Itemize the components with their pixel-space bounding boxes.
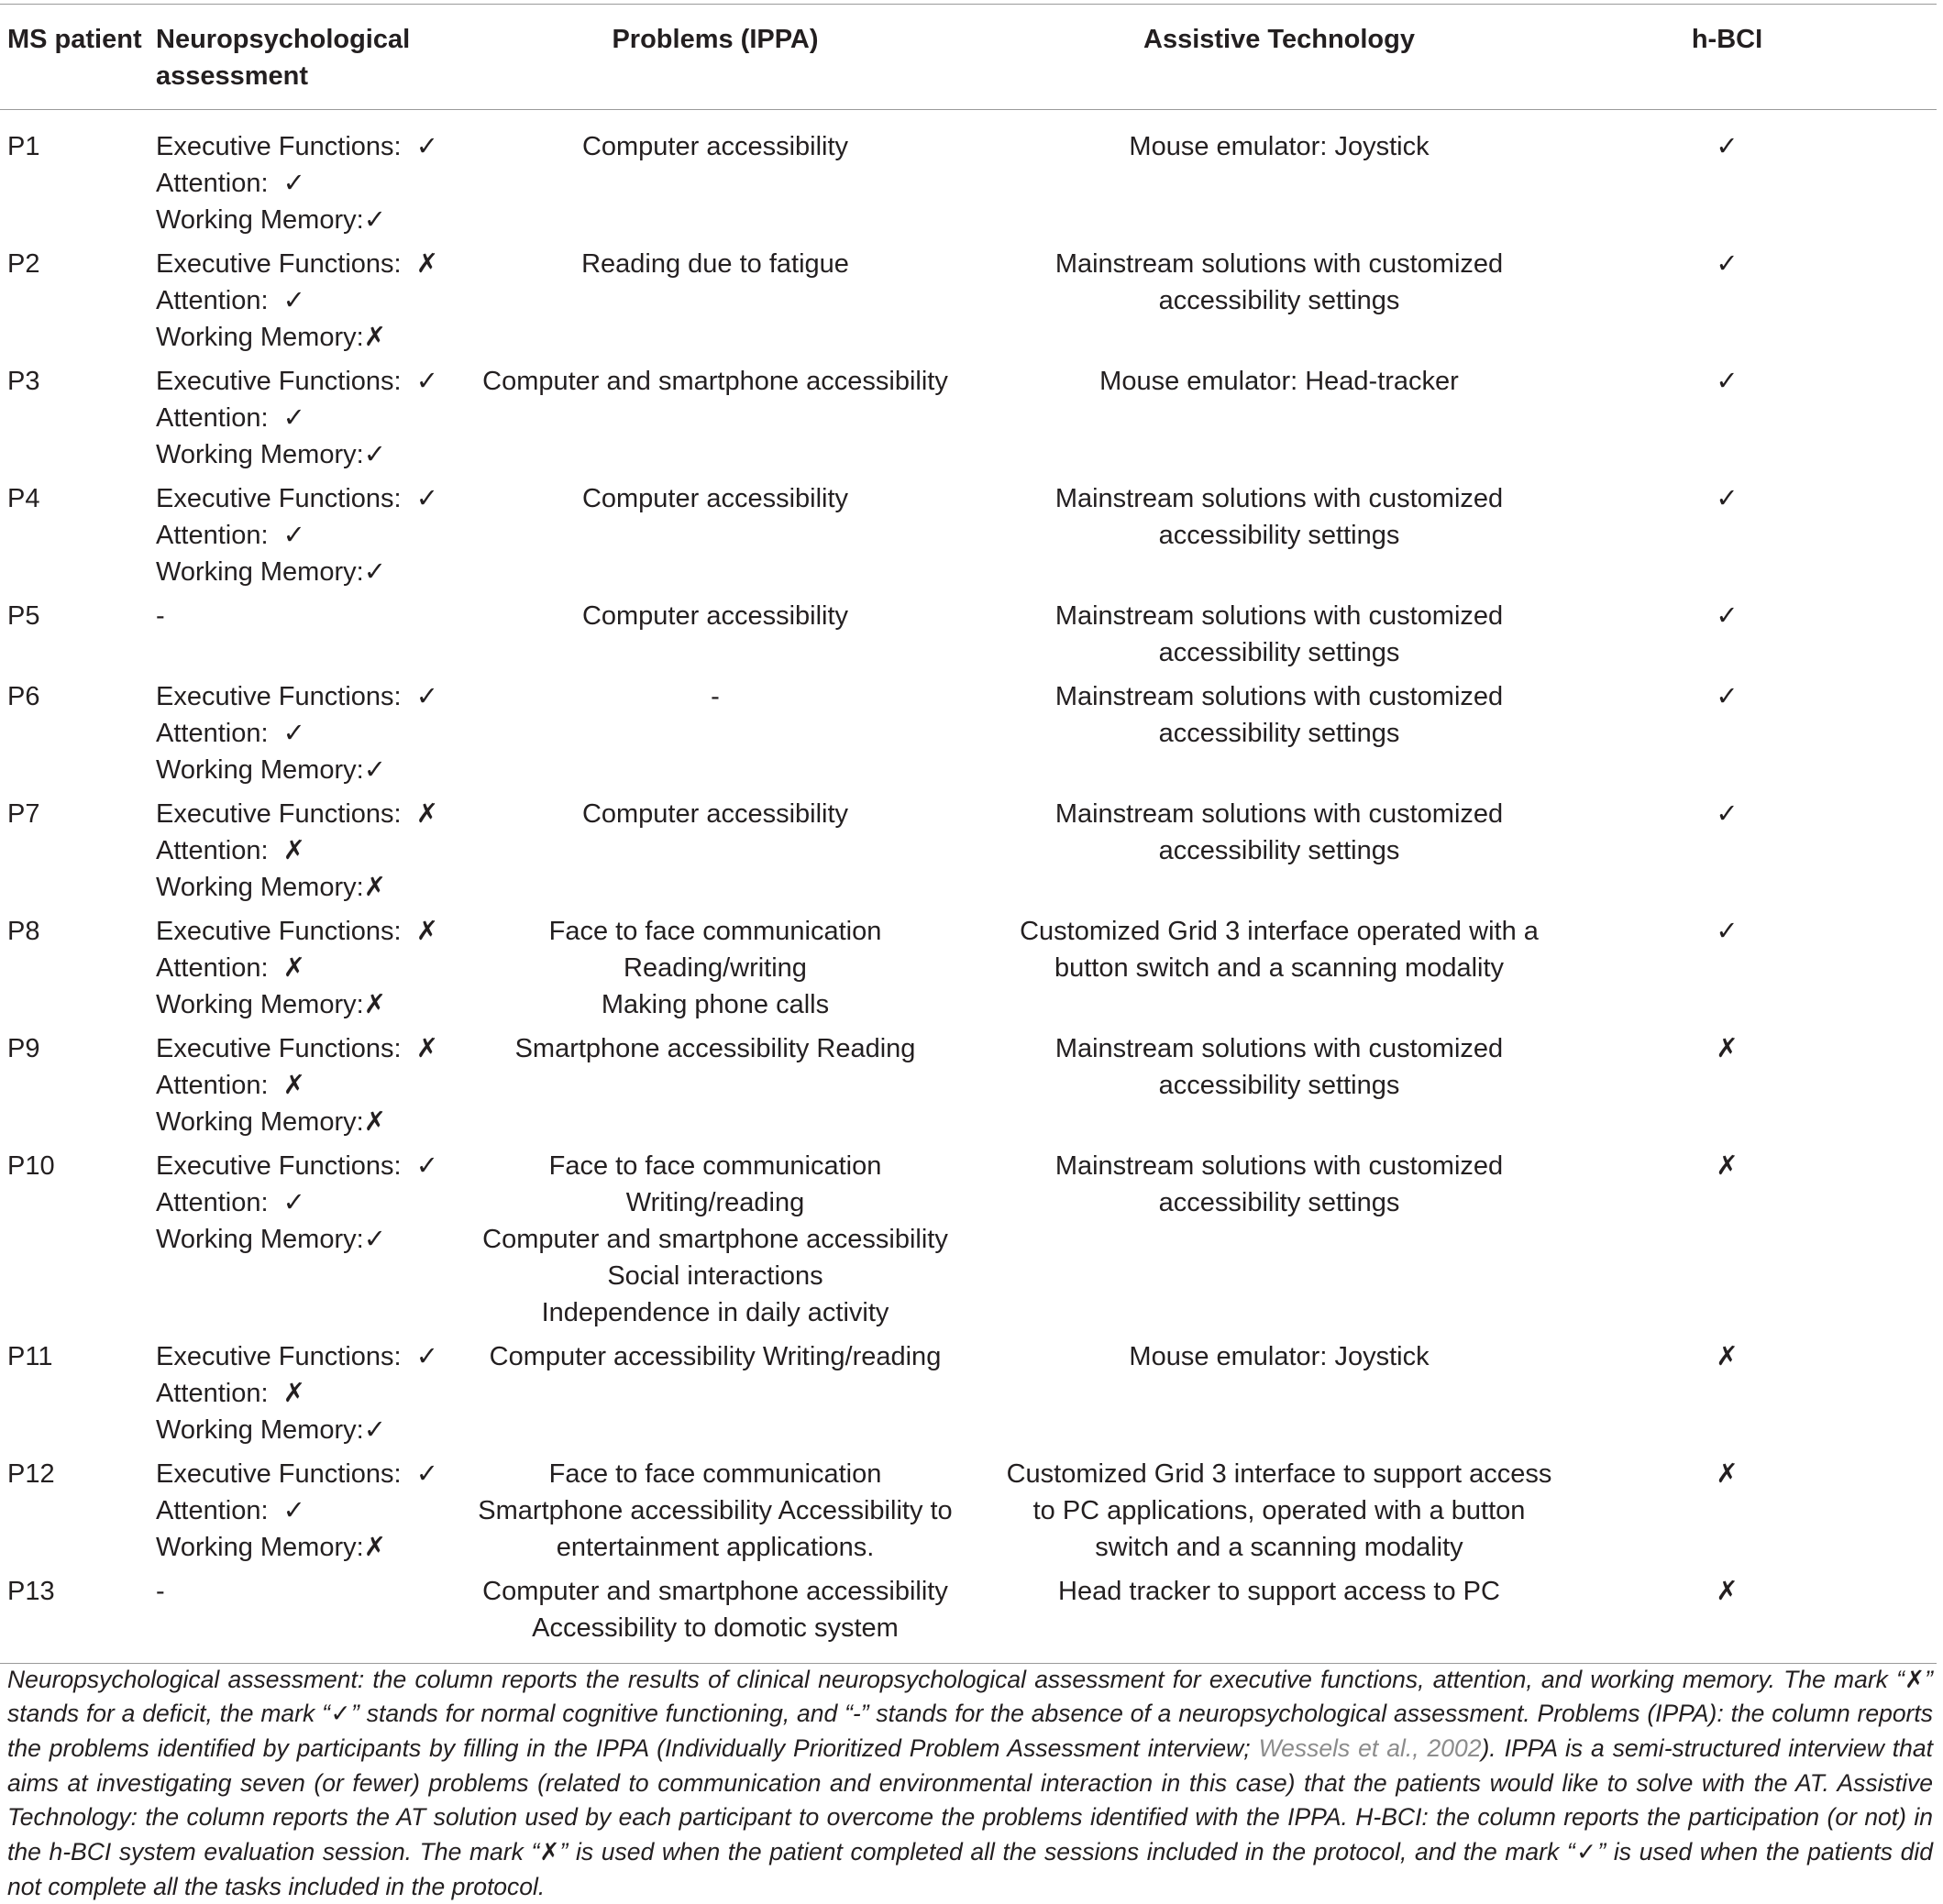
table-body	[0, 110, 1937, 1664]
executive-functions-line	[156, 480, 431, 517]
problem-line: Face to face communication	[431, 1148, 999, 1184]
assistive-technology-cell	[999, 598, 1559, 678]
problem-line: entertainment applications.	[431, 1529, 999, 1566]
patient-id: P8	[0, 913, 156, 1030]
neuro-assessment-cell	[156, 796, 431, 913]
table-row	[0, 1338, 1937, 1456]
assistive-technology-cell	[999, 796, 1559, 913]
h-bci-mark: ✓	[1559, 363, 1937, 480]
attention-mark: ✗	[283, 1375, 305, 1412]
executive-functions-mark: ✓	[416, 363, 438, 400]
working-memory-label: Working Memory:	[156, 440, 364, 469]
problem-line: Smartphone accessibility Reading	[431, 1030, 999, 1067]
working-memory-label: Working Memory:	[156, 1415, 364, 1445]
assistive-technology-cell	[999, 480, 1559, 598]
problems-cell	[431, 1573, 999, 1664]
executive-functions-mark: ✓	[416, 1338, 438, 1375]
at-line: accessibility settings	[999, 1184, 1559, 1221]
footnote-text-2: ). IPPA is a semi-structured interview that aims at investigating seven (or fewer) problems (related to communication and environmental interaction in this case) that the patients would like to solve with the AT. Assistive Technology: the column reports the AT solution used by each participant to overcome the problems identified with the IPPA. H-BCI: the column reports the participation (or not) in the h-BCI system evaluation session. The mark “✗” is used when the patient completed all the sessions included in the protocol, and the mark “✓” is used when the patients did not complete all the tasks included in the protocol.	[7, 1734, 1933, 1900]
attention-mark: ✗	[283, 832, 305, 869]
attention-label: Attention:	[156, 953, 269, 983]
working-memory-label: Working Memory:	[156, 323, 364, 352]
attention-label: Attention:	[156, 719, 269, 748]
executive-functions-mark: ✓	[416, 1148, 438, 1184]
executive-functions-label: Executive Functions:	[156, 799, 402, 829]
problems-cell	[431, 913, 999, 1030]
attention-mark: ✗	[283, 950, 305, 986]
working-memory-mark: ✓	[364, 554, 386, 590]
working-memory-mark: ✗	[364, 1529, 386, 1566]
neuro-assessment-cell	[156, 1456, 431, 1573]
at-line: to PC applications, operated with a button	[999, 1492, 1559, 1529]
attention-label: Attention:	[156, 1188, 269, 1217]
neuro-assessment-cell	[156, 1338, 431, 1456]
problem-line: Making phone calls	[431, 986, 999, 1023]
patient-id: P6	[0, 678, 156, 796]
attention-line	[156, 165, 431, 202]
working-memory-mark: ✓	[364, 752, 386, 788]
working-memory-line	[156, 319, 431, 356]
table-row	[0, 110, 1937, 247]
problem-line: Reading due to fatigue	[431, 246, 999, 282]
neuro-assessment-cell	[156, 598, 431, 678]
attention-line	[156, 282, 431, 319]
table-row	[0, 598, 1937, 678]
at-line: Mouse emulator: Head-tracker	[999, 363, 1559, 400]
assistive-technology-cell	[999, 246, 1559, 363]
attention-mark: ✓	[283, 517, 305, 554]
executive-functions-label: Executive Functions:	[156, 1151, 402, 1181]
working-memory-mark: ✗	[364, 986, 386, 1023]
assistive-technology-cell	[999, 913, 1559, 1030]
table-row	[0, 246, 1937, 363]
patient-id: P13	[0, 1573, 156, 1664]
working-memory-line	[156, 869, 431, 906]
h-bci-mark: ✓	[1559, 678, 1937, 796]
header-h-bci: h-BCI	[1559, 5, 1937, 110]
executive-functions-line	[156, 363, 431, 400]
assistive-technology-cell	[999, 110, 1559, 247]
assistive-technology-cell	[999, 1456, 1559, 1573]
problem-line: Computer accessibility	[431, 796, 999, 832]
neuro-assessment-cell	[156, 1148, 431, 1338]
problem-line: Computer accessibility Writing/reading	[431, 1338, 999, 1375]
working-memory-mark: ✓	[364, 1221, 386, 1258]
executive-functions-line	[156, 1456, 431, 1492]
header-neuro-line-1: Neuropsychological	[156, 21, 431, 58]
neuro-assessment-cell	[156, 1030, 431, 1148]
working-memory-mark: ✓	[364, 202, 386, 238]
attention-line	[156, 400, 431, 436]
at-line: accessibility settings	[999, 832, 1559, 869]
executive-functions-mark: ✗	[416, 1030, 438, 1067]
h-bci-mark: ✗	[1559, 1573, 1937, 1664]
executive-functions-label: Executive Functions:	[156, 484, 402, 513]
working-memory-label: Working Memory:	[156, 1225, 364, 1254]
at-line: accessibility settings	[999, 634, 1559, 671]
assistive-technology-cell	[999, 1148, 1559, 1338]
problems-cell	[431, 1338, 999, 1456]
assistive-technology-cell	[999, 1338, 1559, 1456]
attention-line	[156, 1492, 431, 1529]
executive-functions-label: Executive Functions:	[156, 1459, 402, 1489]
at-line: Mouse emulator: Joystick	[999, 1338, 1559, 1375]
at-line: Mainstream solutions with customized	[999, 480, 1559, 517]
table-row	[0, 1573, 1937, 1664]
table-row	[0, 1456, 1937, 1573]
executive-functions-line	[156, 678, 431, 715]
working-memory-line	[156, 1221, 431, 1258]
problem-line: Independence in daily activity	[431, 1294, 999, 1331]
working-memory-line	[156, 986, 431, 1023]
problem-line: Computer accessibility	[431, 480, 999, 517]
header-ms-patient: MS patient	[0, 5, 156, 110]
assistive-technology-cell	[999, 678, 1559, 796]
h-bci-mark: ✓	[1559, 110, 1937, 247]
problems-cell	[431, 110, 999, 247]
executive-functions-line	[156, 1030, 431, 1067]
executive-functions-mark: ✓	[416, 128, 438, 165]
at-line: Customized Grid 3 interface operated with a	[999, 913, 1559, 950]
problems-cell	[431, 246, 999, 363]
problem-line: Reading/writing	[431, 950, 999, 986]
working-memory-mark: ✓	[364, 436, 386, 473]
executive-functions-mark: ✗	[416, 246, 438, 282]
at-line: Customized Grid 3 interface to support access	[999, 1456, 1559, 1492]
assistive-technology-cell	[999, 1030, 1559, 1148]
problem-line: Computer and smartphone accessibility	[431, 1221, 999, 1258]
working-memory-label: Working Memory:	[156, 990, 364, 1019]
problems-cell	[431, 1148, 999, 1338]
attention-label: Attention:	[156, 836, 269, 865]
neuro-assessment-cell	[156, 678, 431, 796]
h-bci-mark: ✓	[1559, 246, 1937, 363]
neuro-assessment-cell	[156, 480, 431, 598]
at-line: accessibility settings	[999, 282, 1559, 319]
attention-mark: ✓	[283, 400, 305, 436]
working-memory-mark: ✓	[364, 1412, 386, 1448]
problems-cell	[431, 598, 999, 678]
working-memory-mark: ✗	[364, 869, 386, 906]
attention-label: Attention:	[156, 1496, 269, 1525]
problems-cell	[431, 363, 999, 480]
footnote-text-1: Neuropsychological assessment: the column reports the results of clinical neuropsychological assessment for executive functions, attention, and working memory. The mark “✗” stands for a deficit, the mark “✓” stands for normal cognitive functioning, and “-” stands for the absence of a neuropsychological assessment. Problems (IPPA): the column reports the problems identified by participants by filling in the IPPA (Individually Prioritized Problem Assessment interview;	[7, 1666, 1933, 1762]
problem-line: Social interactions	[431, 1258, 999, 1294]
patient-id: P4	[0, 480, 156, 598]
problem-line: Computer and smartphone accessibility	[431, 1573, 999, 1610]
executive-functions-line	[156, 913, 431, 950]
table-row	[0, 678, 1937, 796]
attention-line	[156, 715, 431, 752]
at-line: Mainstream solutions with customized	[999, 598, 1559, 634]
attention-line	[156, 950, 431, 986]
working-memory-label: Working Memory:	[156, 873, 364, 902]
patient-id: P9	[0, 1030, 156, 1148]
assistive-technology-cell	[999, 363, 1559, 480]
executive-functions-line	[156, 1338, 431, 1375]
attention-mark: ✓	[283, 1184, 305, 1221]
problem-line: -	[431, 678, 999, 715]
at-line: Mouse emulator: Joystick	[999, 128, 1559, 165]
executive-functions-mark: ✓	[416, 1456, 438, 1492]
attention-mark: ✓	[283, 1492, 305, 1529]
problems-cell	[431, 1030, 999, 1148]
executive-functions-label: Executive Functions:	[156, 367, 402, 396]
problem-line: Face to face communication	[431, 1456, 999, 1492]
working-memory-label: Working Memory:	[156, 557, 364, 587]
assistive-technology-cell	[999, 1573, 1559, 1664]
patient-id: P1	[0, 110, 156, 247]
executive-functions-line	[156, 246, 431, 282]
working-memory-line	[156, 1104, 431, 1140]
header-assistive-technology: Assistive Technology	[999, 5, 1559, 110]
attention-mark: ✓	[283, 715, 305, 752]
working-memory-label: Working Memory:	[156, 1107, 364, 1137]
at-line: Mainstream solutions with customized	[999, 796, 1559, 832]
at-line: button switch and a scanning modality	[999, 950, 1559, 986]
patient-id: P2	[0, 246, 156, 363]
working-memory-mark: ✗	[364, 1104, 386, 1140]
at-line: accessibility settings	[999, 1067, 1559, 1104]
working-memory-line	[156, 436, 431, 473]
working-memory-line	[156, 752, 431, 788]
executive-functions-label: Executive Functions:	[156, 1034, 402, 1063]
table-header-row	[0, 5, 1937, 110]
h-bci-mark: ✓	[1559, 796, 1937, 913]
at-line: Mainstream solutions with customized	[999, 678, 1559, 715]
attention-line	[156, 1184, 431, 1221]
problems-cell	[431, 1456, 999, 1573]
no-assessment-dash: -	[156, 1573, 431, 1610]
h-bci-mark: ✗	[1559, 1456, 1937, 1573]
working-memory-label: Working Memory:	[156, 755, 364, 785]
working-memory-line	[156, 554, 431, 590]
at-line: Mainstream solutions with customized	[999, 1030, 1559, 1067]
attention-mark: ✓	[283, 165, 305, 202]
table-row	[0, 1148, 1937, 1338]
attention-line	[156, 1067, 431, 1104]
attention-mark: ✓	[283, 282, 305, 319]
executive-functions-label: Executive Functions:	[156, 249, 402, 279]
executive-functions-mark: ✓	[416, 480, 438, 517]
executive-functions-mark: ✗	[416, 796, 438, 832]
problem-line: Accessibility to domotic system	[431, 1610, 999, 1646]
attention-label: Attention:	[156, 403, 269, 433]
neuro-assessment-cell	[156, 110, 431, 247]
attention-label: Attention:	[156, 286, 269, 315]
executive-functions-line	[156, 128, 431, 165]
patient-id: P7	[0, 796, 156, 913]
at-line: Mainstream solutions with customized	[999, 246, 1559, 282]
attention-line	[156, 517, 431, 554]
no-assessment-dash: -	[156, 598, 431, 634]
executive-functions-line	[156, 796, 431, 832]
attention-label: Attention:	[156, 1379, 269, 1408]
patient-id: P5	[0, 598, 156, 678]
working-memory-mark: ✗	[364, 319, 386, 356]
h-bci-mark: ✓	[1559, 480, 1937, 598]
problem-line: Computer accessibility	[431, 598, 999, 634]
working-memory-line	[156, 1412, 431, 1448]
executive-functions-label: Executive Functions:	[156, 132, 402, 161]
attention-line	[156, 832, 431, 869]
attention-label: Attention:	[156, 521, 269, 550]
header-neuropsychological-assessment	[156, 5, 431, 110]
problem-line: Writing/reading	[431, 1184, 999, 1221]
h-bci-mark: ✓	[1559, 598, 1937, 678]
executive-functions-mark: ✗	[416, 913, 438, 950]
attention-line	[156, 1375, 431, 1412]
problem-line: Smartphone accessibility Accessibility to	[431, 1492, 999, 1529]
at-line: Head tracker to support access to PC	[999, 1573, 1559, 1610]
table-row	[0, 1030, 1937, 1148]
table-footnote	[7, 1663, 1933, 1904]
patient-id: P10	[0, 1148, 156, 1338]
working-memory-line	[156, 202, 431, 238]
table-row	[0, 480, 1937, 598]
working-memory-label: Working Memory:	[156, 205, 364, 235]
attention-mark: ✗	[283, 1067, 305, 1104]
header-neuro-line-2: assessment	[156, 58, 431, 94]
patient-id: P12	[0, 1456, 156, 1573]
working-memory-line	[156, 1529, 431, 1566]
neuro-assessment-cell	[156, 913, 431, 1030]
neuro-assessment-cell	[156, 246, 431, 363]
problem-line: Face to face communication	[431, 913, 999, 950]
working-memory-label: Working Memory:	[156, 1533, 364, 1562]
table-row	[0, 363, 1937, 480]
executive-functions-label: Executive Functions:	[156, 1342, 402, 1371]
attention-label: Attention:	[156, 169, 269, 198]
neuro-assessment-cell	[156, 363, 431, 480]
attention-label: Attention:	[156, 1071, 269, 1100]
problem-line: Computer accessibility	[431, 128, 999, 165]
at-line: switch and a scanning modality	[999, 1529, 1559, 1566]
at-line: Mainstream solutions with customized	[999, 1148, 1559, 1184]
header-problems: Problems (IPPA)	[431, 5, 999, 110]
patient-table	[0, 4, 1937, 1664]
patient-id: P3	[0, 363, 156, 480]
at-line: accessibility settings	[999, 517, 1559, 554]
table-row	[0, 913, 1937, 1030]
at-line: accessibility settings	[999, 715, 1559, 752]
executive-functions-label: Executive Functions:	[156, 682, 402, 711]
h-bci-mark: ✗	[1559, 1148, 1937, 1338]
table-row	[0, 796, 1937, 913]
problems-cell	[431, 678, 999, 796]
h-bci-mark: ✓	[1559, 913, 1937, 1030]
problem-line: Computer and smartphone accessibility	[431, 363, 999, 400]
h-bci-mark: ✗	[1559, 1338, 1937, 1456]
problems-cell	[431, 480, 999, 598]
h-bci-mark: ✗	[1559, 1030, 1937, 1148]
problems-cell	[431, 796, 999, 913]
executive-functions-line	[156, 1148, 431, 1184]
patient-id: P11	[0, 1338, 156, 1456]
executive-functions-mark: ✓	[416, 678, 438, 715]
executive-functions-label: Executive Functions:	[156, 917, 402, 946]
neuro-assessment-cell	[156, 1573, 431, 1664]
citation-link[interactable]: Wessels et al., 2002	[1259, 1734, 1482, 1762]
